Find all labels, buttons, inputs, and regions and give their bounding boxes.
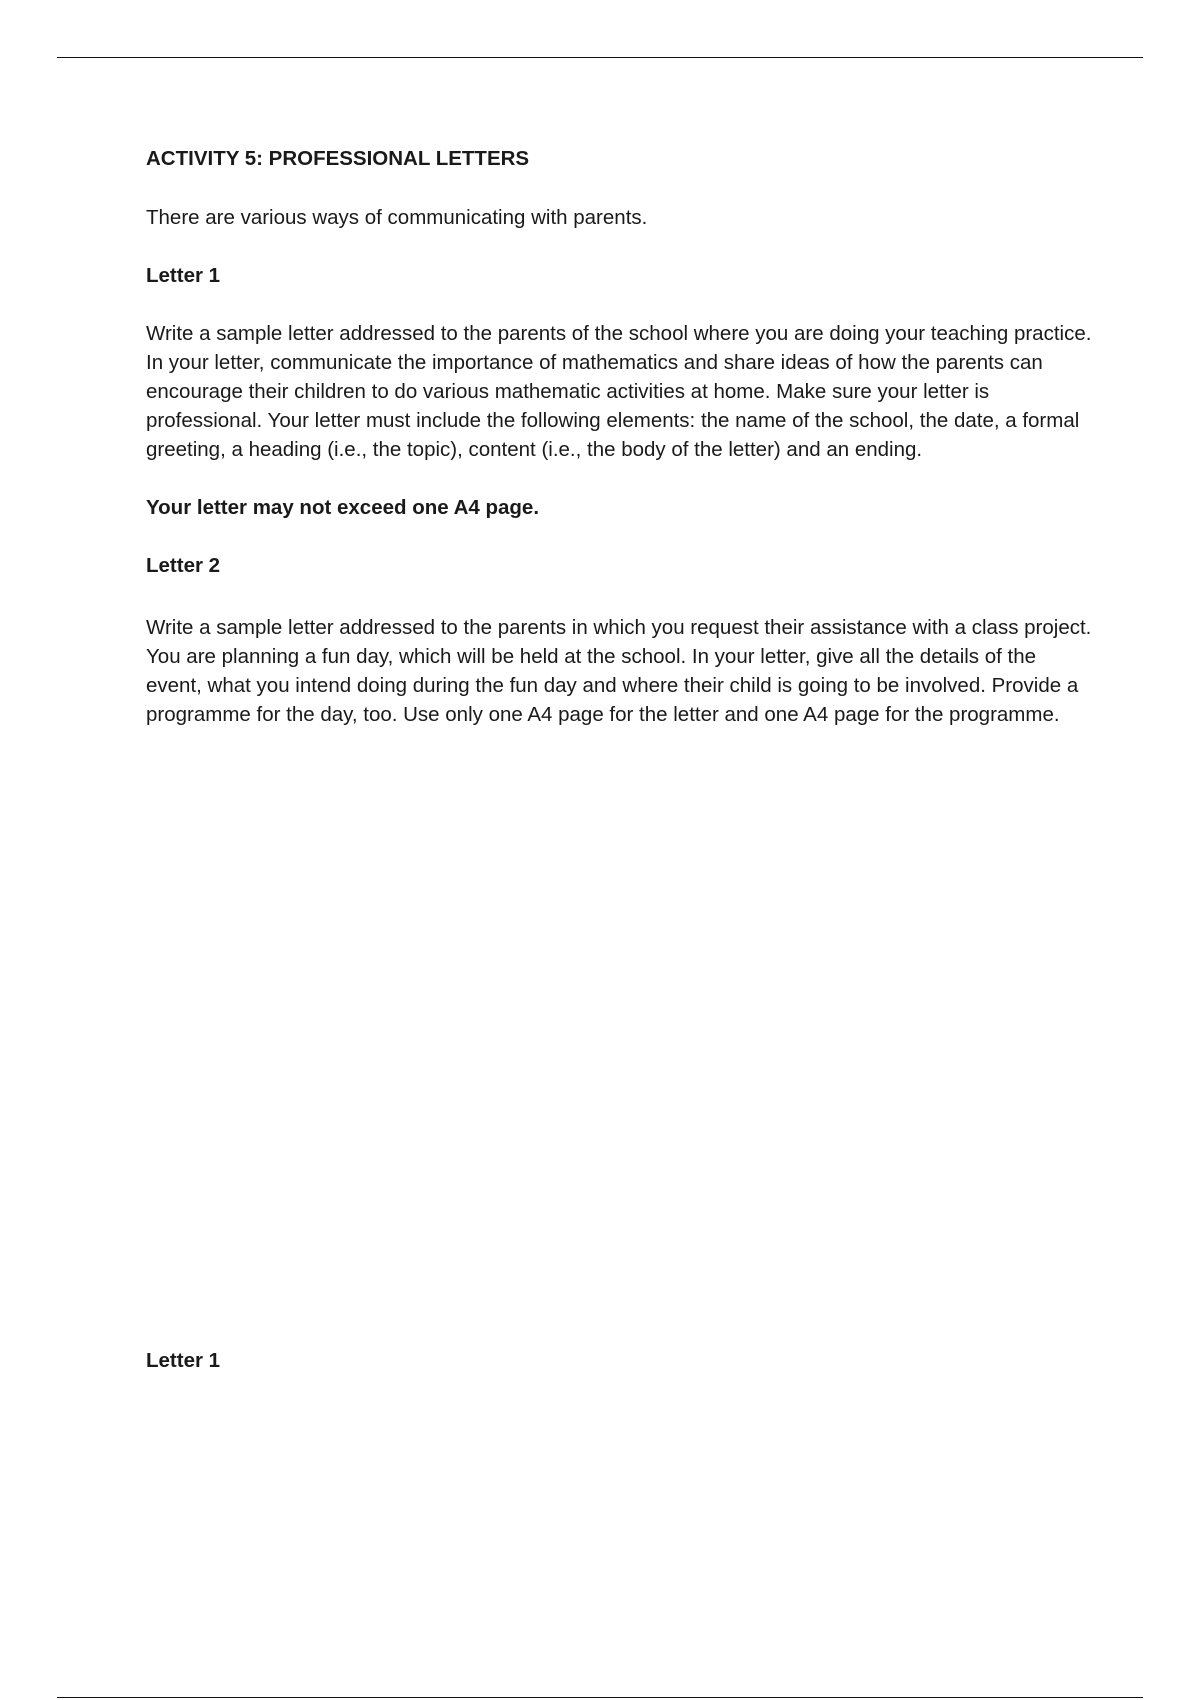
letter1-instructions: Write a sample letter addressed to the parents of the school where you are doing your teaching practice. In your letter, communicate the importance of mathematics and share ideas of how the parents can encourage their children to do various mathematic activities at home. Make sure your letter is professional. Your letter must include the following elements: the name of the school, the date, a formal greeting, a heading (i.e., the topic), content (i.e., the body of the letter) and an ending. (146, 322, 1092, 461)
letter1-heading: Letter 1 (146, 264, 221, 287)
answer-letter1-heading: Letter 1 (146, 1349, 221, 1372)
page-title: ACTIVITY 5: PROFESSIONAL LETTERS (146, 147, 530, 170)
bottom-rule (57, 1697, 1143, 1698)
letter2-heading: Letter 2 (146, 554, 221, 577)
letter1-page-limit-note: Your letter may not exceed one A4 page. (146, 496, 540, 519)
letter2-instructions: Write a sample letter addressed to the parents in which you request their assistance with a class project. You are planning a fun day, which will be held at the school. In your letter, give all the details of the event, what you intend doing during the fun day and where their child is going to be involved. Provide a programme for the day, too. Use only one A4 page for the letter and one A4 page for the programme. (146, 616, 1092, 726)
intro-text: There are various ways of communicating with parents. (146, 206, 648, 229)
top-rule (57, 57, 1143, 58)
